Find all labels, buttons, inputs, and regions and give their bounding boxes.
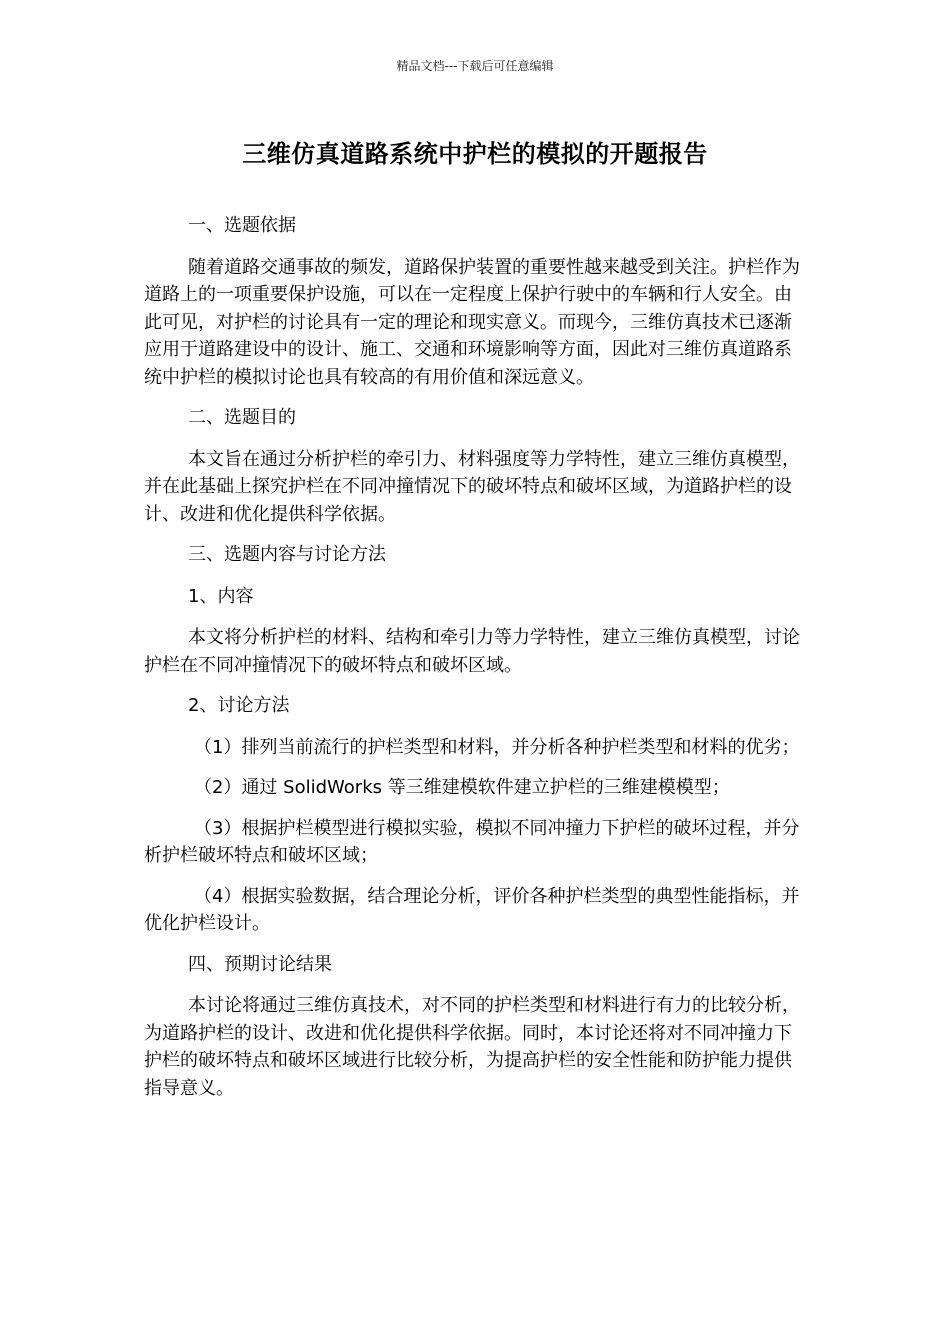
method-item: （1）排列当前流行的护栏类型和材料，并分析各种护栏类型和材料的优劣；: [194, 736, 800, 758]
method-item: （4）根据实验数据，结合理论分析，评价各种护栏类型的典型性能指标，并优化护栏设计。: [144, 885, 800, 934]
section-heading-content-methods: 三、选题内容与讨论方法: [188, 544, 386, 565]
section-heading-expected-results: 四、预期讨论结果: [188, 953, 332, 975]
section-heading-purpose: 二、选题目的: [188, 407, 296, 428]
method-item: （3）根据护栏模型进行模拟实验，模拟不同冲撞力下护栏的破坏过程，并分析护栏破坏特点和破坏区域；: [144, 817, 800, 866]
method-item: （2）通过 SolidWorks 等三维建模软件建立护栏的三维建模模型；: [194, 777, 730, 798]
header-note: 精品文档---下载后可任意编辑: [396, 59, 554, 73]
subheading-content: 1、内容: [188, 585, 254, 607]
section-heading-basis: 一、选题依据: [188, 215, 296, 236]
document-body: [144, 212, 806, 1115]
paragraph-basis: 随着道路交通事故的频发，道路保护装置的重要性越来越受到关注。护栏作为道路上的一项重要保护设施，可以在一定程度上保护行驶中的车辆和行人安全。由此可见，对护栏的讨论具有一定的理论和现实意义。而现今，三维仿真技术已逐渐应用于道路建设中的设计、施工、交通和环境影响等方面，因此对三维仿真道路系统中护栏的模拟讨论也具有较高的有用价值和深远意义。: [144, 256, 800, 388]
paragraph-content: 本文将分析护栏的材料、结构和牵引力等力学特性，建立三维仿真模型，讨论护栏在不同冲撞情况下的破坏特点和破坏区域。: [144, 627, 800, 676]
paragraph-expected-results: 本讨论将通过三维仿真技术，对不同的护栏类型和材料进行有力的比较分析，为道路护栏的设计、改进和优化提供科学依据。同时，本讨论还将对不同冲撞力下护栏的破坏特点和破坏区域进行比较分析，为提高护栏的安全性能和防护能力提供指导意义。: [144, 995, 800, 1099]
subheading-methods: 2、讨论方法: [188, 695, 290, 716]
paragraph-purpose: 本文旨在通过分析护栏的牵引力、材料强度等力学特性，建立三维仿真模型，并在此基础上探究护栏在不同冲撞情况下的破坏特点和破坏区域，为道路护栏的设计、改进和优化提供科学依据。: [144, 448, 800, 525]
document-title: 三维仿真道路系统中护栏的模拟的开题报告: [242, 140, 708, 168]
